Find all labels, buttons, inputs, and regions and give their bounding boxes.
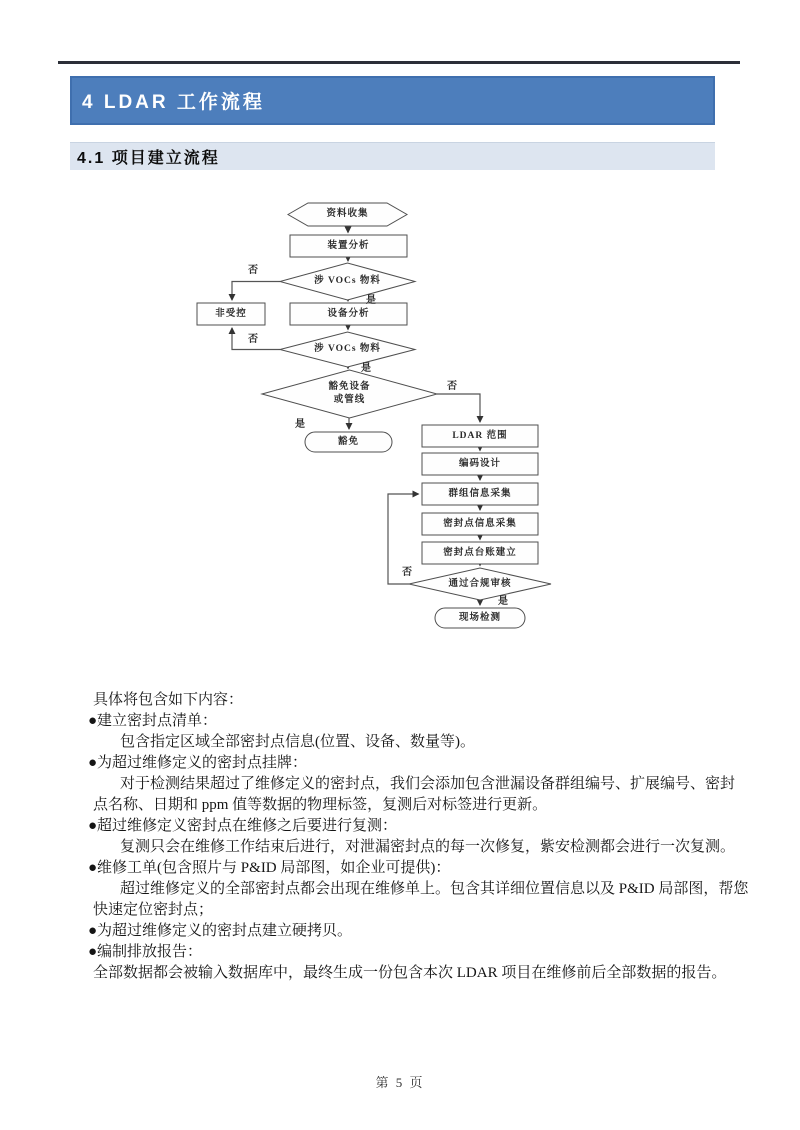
- flow-node-exempt: 豁免: [337, 436, 359, 447]
- flow-node-vocs-material-2: 涉 VOCs 物料: [314, 344, 381, 354]
- body-line: 复测只会在维修工作结束后进行，对泄漏密封点的每一次修复，紫安检测都会进行一次复测。: [120, 839, 736, 855]
- flow-node-vocs-material-1: 涉 VOCs 物料: [314, 276, 381, 286]
- flow-node-compliance-review: 通过合规审核: [448, 578, 512, 589]
- flow-node-group-info-collect: 群组信息采集: [448, 488, 512, 499]
- body-text: [88, 690, 749, 984]
- body-line: 快速定位密封点；: [93, 902, 214, 918]
- body-line: 对于检测结果超过了维修定义的密封点，我们会添加包含泄漏设备群组编号、扩展编号、密封: [120, 776, 736, 792]
- page-number: 第 5 页: [375, 1075, 425, 1090]
- edge-label-yes-3: 是: [295, 418, 305, 430]
- edge-label-no-1: 否: [248, 264, 258, 276]
- body-line: 具体将包含如下内容：: [93, 692, 244, 708]
- flow-node-equipment-analysis: 设备分析: [327, 308, 370, 319]
- chapter-heading-text: 4 LDAR 工作流程: [82, 92, 265, 113]
- edge-label-yes-2: 是: [361, 362, 371, 374]
- section-heading-bar: [70, 142, 715, 170]
- flow-node-seal-point-info-collect: 密封点信息采集: [443, 518, 517, 529]
- body-line: ●为超过维修定义的密封点挂牌：: [88, 755, 308, 771]
- flowchart: [190, 200, 562, 640]
- body-line: ●为超过维修定义的密封点建立硬拷贝。: [88, 923, 353, 939]
- flow-node-device-analysis: 装置分析: [327, 240, 370, 251]
- edge-label-no-2: 否: [248, 333, 258, 345]
- flow-node-exempt-question-line1: 豁免设备: [328, 382, 371, 392]
- chapter-heading-bar: [70, 76, 715, 125]
- body-line: 包含指定区域全部密封点信息(位置、设备、数量等)。: [120, 734, 475, 750]
- flow-node-exempt-question: [262, 376, 437, 412]
- body-line: ●编制排放报告：: [88, 944, 203, 960]
- edge-label-yes-4: 是: [498, 595, 508, 607]
- body-line: 全部数据都会被输入数据库中，最终生成一份包含本次 LDAR 项目在维修前后全部数据的报告。: [93, 965, 727, 981]
- flow-node-seal-point-ledger: 密封点台账建立: [443, 547, 517, 558]
- header-top-rule: [58, 61, 740, 64]
- body-line: ●建立密封点清单：: [88, 713, 218, 729]
- section-heading-text: 4.1 项目建立流程: [77, 150, 220, 167]
- flow-node-ldar-scope: LDAR 范围: [452, 430, 508, 441]
- flow-node-collect-data: 资料收集: [326, 209, 369, 219]
- edge-label-yes-1: 是: [366, 294, 376, 306]
- body-line: ●超过维修定义密封点在维修之后要进行复测：: [88, 818, 398, 834]
- flow-node-onsite-testing: 现场检测: [458, 612, 501, 623]
- edge-label-no-4: 否: [402, 566, 412, 578]
- body-line: 点名称、日期和 ppm 值等数据的物理标签，复测后对标签进行更新。: [93, 797, 548, 813]
- flow-node-exempt-question-line2: 或管线: [333, 395, 366, 405]
- edge-label-no-3: 否: [447, 380, 457, 392]
- body-line: ●维修工单(包含照片与 P&ID 局部图，如企业可提供)：: [88, 860, 451, 876]
- body-line: 超过维修定义的全部密封点都会出现在维修单上。包含其详细位置信息以及 P&ID 局部图，帮您: [120, 881, 749, 897]
- flow-node-coding-design: 编码设计: [458, 458, 501, 469]
- flow-node-uncontrolled: 非受控: [215, 308, 247, 319]
